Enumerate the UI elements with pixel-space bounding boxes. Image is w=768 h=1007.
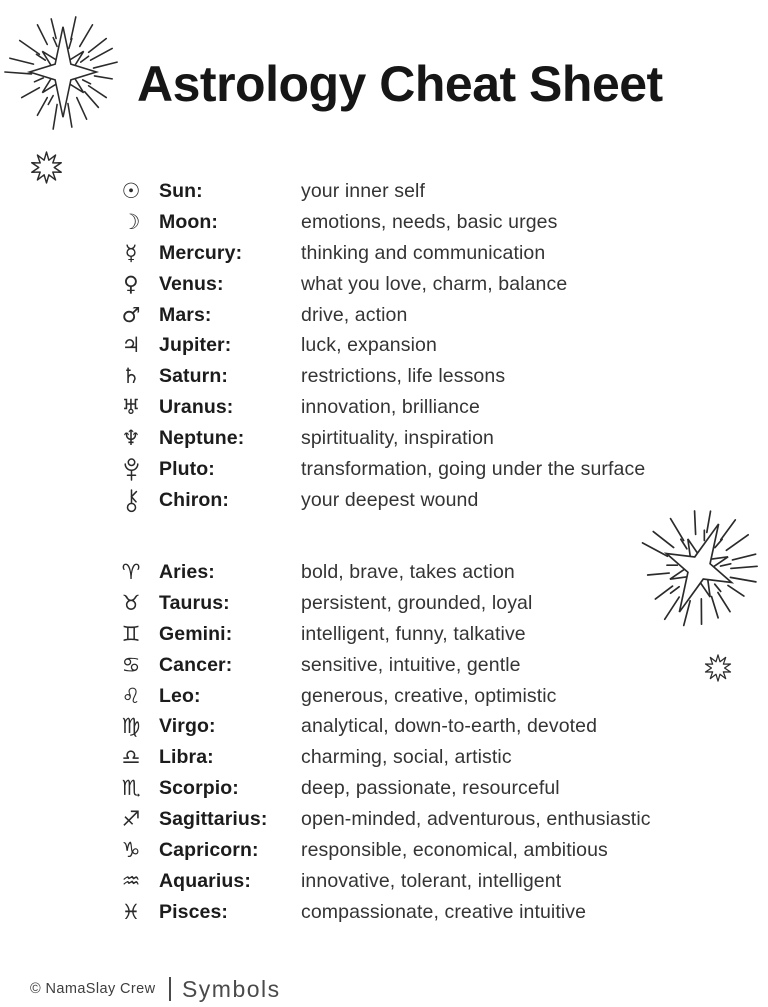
brand-name: Symbols bbox=[181, 975, 281, 1002]
planet-name: Venus: bbox=[159, 272, 224, 295]
zodiac-sign-name: Aries: bbox=[159, 560, 215, 583]
cancer-symbol: ♋ bbox=[121, 652, 141, 677]
leo-symbol: ♌ bbox=[121, 683, 141, 708]
starburst-icon bbox=[2, 8, 124, 136]
venus-symbol: ♀ bbox=[123, 271, 139, 296]
zodiac-sign-row bbox=[112, 711, 752, 742]
planet-description: restrictions, life lessons bbox=[301, 365, 506, 388]
planet-row bbox=[112, 423, 752, 454]
planet-name: Pluto: bbox=[159, 457, 215, 480]
zodiac-sign-description: bold, brave, takes action bbox=[301, 560, 515, 583]
planet-row bbox=[112, 485, 752, 516]
planet-name: Moon: bbox=[159, 210, 218, 233]
capricorn-symbol: ♑ bbox=[121, 837, 141, 862]
planet-name: Chiron: bbox=[159, 488, 230, 511]
planet-name: Jupiter: bbox=[159, 334, 232, 357]
planet-name: Mars: bbox=[159, 303, 212, 326]
zodiac-sign-row bbox=[112, 588, 752, 619]
zodiac-sign-description: generous, creative, optimistic bbox=[301, 684, 557, 707]
planet-row bbox=[112, 269, 752, 300]
zodiac-sign-row bbox=[112, 681, 752, 712]
zodiac-sign-row bbox=[112, 650, 752, 681]
planets-list bbox=[112, 176, 752, 516]
zodiac-sign-row bbox=[112, 742, 752, 773]
planet-row bbox=[112, 176, 752, 207]
planet-description: transformation, going under the surface bbox=[301, 457, 646, 480]
moon-symbol: ☽ bbox=[121, 209, 141, 234]
virgo-symbol: ♍ bbox=[121, 714, 141, 739]
zodiac-sign-description: persistent, grounded, loyal bbox=[301, 591, 533, 614]
planet-row bbox=[112, 207, 752, 238]
zodiac-sign-row bbox=[112, 557, 752, 588]
zodiac-sign-name: Cancer: bbox=[159, 653, 233, 676]
jupiter-symbol: ♃ bbox=[121, 333, 141, 358]
uranus-symbol: ♅ bbox=[121, 395, 141, 420]
zodiac-sign-description: charming, social, artistic bbox=[301, 746, 512, 769]
sagittarius-symbol: ♐ bbox=[121, 807, 141, 832]
planet-name: Saturn: bbox=[159, 365, 228, 388]
zodiac-sign-description: open-minded, adventurous, enthusiastic bbox=[301, 808, 651, 831]
zodiac-sign-description: innovative, tolerant, intelligent bbox=[301, 869, 562, 892]
neptune-symbol: ♆ bbox=[121, 426, 141, 451]
zodiac-sign-name: Leo: bbox=[159, 684, 201, 707]
zodiac-sign-name: Aquarius: bbox=[159, 869, 251, 892]
planet-description: your deepest wound bbox=[301, 488, 479, 511]
zodiac-sign-name: Libra: bbox=[159, 746, 214, 769]
footer-divider bbox=[169, 977, 171, 1001]
pluto-symbol bbox=[112, 457, 150, 482]
zodiac-sign-description: intelligent, funny, talkative bbox=[301, 622, 526, 645]
planet-row bbox=[112, 238, 752, 269]
copyright-text: © NamaSlay Crew bbox=[30, 981, 156, 997]
page-title: Astrology Cheat Sheet bbox=[137, 56, 663, 112]
zodiac-sign-name: Sagittarius: bbox=[159, 808, 268, 831]
planet-row bbox=[112, 300, 752, 331]
gemini-symbol: ♊ bbox=[121, 621, 141, 646]
planet-description: emotions, needs, basic urges bbox=[301, 210, 558, 233]
zodiac-sign-row bbox=[112, 619, 752, 650]
zodiac-sign-name: Scorpio: bbox=[159, 777, 239, 800]
footer bbox=[30, 974, 281, 1004]
planet-description: innovation, brilliance bbox=[301, 396, 480, 419]
saturn-symbol: ♄ bbox=[121, 364, 141, 389]
planet-row bbox=[112, 330, 752, 361]
libra-symbol: ♎ bbox=[121, 745, 141, 770]
zodiac-list bbox=[112, 557, 752, 928]
zodiac-sign-name: Capricorn: bbox=[159, 838, 259, 861]
aquarius-symbol: ♒ bbox=[121, 868, 141, 893]
zodiac-sign-row bbox=[112, 835, 752, 866]
planet-description: luck, expansion bbox=[301, 334, 437, 357]
planet-name: Mercury: bbox=[159, 241, 243, 264]
zodiac-sign-name: Taurus: bbox=[159, 591, 230, 614]
zodiac-sign-description: analytical, down-to-earth, devoted bbox=[301, 715, 598, 738]
zodiac-sign-name: Gemini: bbox=[159, 622, 233, 645]
aries-symbol: ♈ bbox=[121, 559, 141, 584]
mars-symbol: ♂ bbox=[121, 302, 141, 327]
planet-row bbox=[112, 361, 752, 392]
zodiac-sign-row bbox=[112, 897, 752, 928]
mercury-symbol: ☿ bbox=[124, 240, 138, 265]
sun-symbol: ☉ bbox=[121, 178, 141, 203]
zodiac-sign-name: Virgo: bbox=[159, 715, 216, 738]
planet-description: drive, action bbox=[301, 303, 408, 326]
planet-name: Neptune: bbox=[159, 427, 245, 450]
planet-description: your inner self bbox=[301, 179, 425, 202]
zodiac-sign-name: Pisces: bbox=[159, 900, 228, 923]
planet-description: what you love, charm, balance bbox=[301, 272, 568, 295]
zodiac-sign-row bbox=[112, 773, 752, 804]
planet-name: Uranus: bbox=[159, 396, 234, 419]
zodiac-sign-description: sensitive, intuitive, gentle bbox=[301, 653, 521, 676]
taurus-symbol: ♉ bbox=[121, 590, 141, 615]
zodiac-sign-row bbox=[112, 866, 752, 897]
planet-row bbox=[112, 392, 752, 423]
pisces-symbol: ♓ bbox=[121, 899, 141, 924]
planet-name: Sun: bbox=[159, 179, 203, 202]
zodiac-sign-row bbox=[112, 804, 752, 835]
scorpio-symbol: ♏ bbox=[121, 776, 141, 801]
planet-row bbox=[112, 454, 752, 485]
zodiac-sign-description: compassionate, creative intuitive bbox=[301, 900, 587, 923]
zodiac-sign-description: deep, passionate, resourceful bbox=[301, 777, 560, 800]
zodiac-sign-description: responsible, economical, ambitious bbox=[301, 838, 608, 861]
planet-description: spirtituality, inspiration bbox=[301, 427, 494, 450]
planet-description: thinking and communication bbox=[301, 241, 546, 264]
small-star-icon bbox=[30, 151, 63, 184]
chiron-symbol bbox=[112, 488, 150, 513]
